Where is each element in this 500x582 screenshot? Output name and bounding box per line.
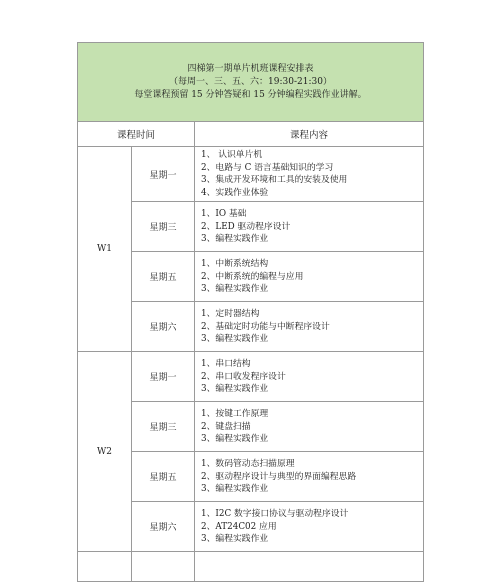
schedule-times: （每周一、三、五、六：19:30-21:30） <box>169 76 332 87</box>
course-item: 3、集成开发环境和工具的安装及使用 <box>201 175 348 186</box>
course-item: 3、编程实践作业 <box>201 434 269 445</box>
day-label: 星期三 <box>132 402 195 452</box>
course-item: 1、数码管动态扫描原理 <box>201 458 295 469</box>
day-label: 星期五 <box>132 452 195 502</box>
course-item: 2、电路与 C 语言基础知识的学习 <box>201 162 334 173</box>
day-label: 星期一 <box>132 147 195 202</box>
course-content <box>195 252 424 302</box>
course-item: 3、编程实践作业 <box>201 334 269 345</box>
course-item: 3、编程实践作业 <box>201 384 269 395</box>
course-item: 2、驱动程序设计与典型的界面编程思路 <box>201 471 357 482</box>
schedule-title: 四梯第一期单片机班课程安排表 <box>187 63 314 74</box>
day-label: 星期六 <box>132 502 195 552</box>
course-item: 3、编程实践作业 <box>201 284 269 295</box>
course-item: 3、编程实践作业 <box>201 234 269 245</box>
course-item: 2、串口收发程序设计 <box>201 371 286 382</box>
day-label <box>132 552 195 582</box>
course-item: 2、基础定时功能与中断程序设计 <box>201 321 330 332</box>
course-content <box>195 552 424 582</box>
day-label: 星期一 <box>132 352 195 402</box>
day-label: 星期六 <box>132 302 195 352</box>
course-item: 1、 认识单片机 <box>201 150 263 160</box>
course-content <box>195 302 424 352</box>
column-header-content: 课程内容 <box>195 122 424 147</box>
course-item: 1、串口结构 <box>201 358 251 369</box>
day-label: 星期五 <box>132 252 195 302</box>
course-content <box>195 452 424 502</box>
course-content <box>195 402 424 452</box>
week-label: W2 <box>78 352 132 552</box>
day-label: 星期三 <box>132 202 195 252</box>
course-content <box>195 352 424 402</box>
schedule-sheet <box>77 42 423 582</box>
course-content <box>195 502 424 552</box>
course-content <box>195 147 424 202</box>
course-item: 1、定时器结构 <box>201 308 260 319</box>
course-item: 1、中断系统结构 <box>201 258 269 269</box>
course-item: 3、编程实践作业 <box>201 534 269 545</box>
course-item: 1、IO 基础 <box>201 208 247 219</box>
week-label <box>78 552 132 582</box>
course-item: 2、AT24C02 应用 <box>201 521 277 532</box>
course-content <box>195 202 424 252</box>
week-label: W1 <box>78 147 132 352</box>
schedule-table <box>77 42 424 582</box>
table-header <box>78 43 424 122</box>
course-item: 2、键盘扫描 <box>201 421 251 432</box>
schedule-note: 每堂课程预留 15 分钟答疑和 15 分钟编程实践作业讲解。 <box>134 89 367 100</box>
course-item: 1、按键工作原理 <box>201 408 269 419</box>
course-item: 4、实践作业体验 <box>201 187 269 198</box>
course-item: 2、LED 驱动程序设计 <box>201 221 291 232</box>
column-header-time: 课程时间 <box>78 122 195 147</box>
course-item: 3、编程实践作业 <box>201 484 269 495</box>
course-item: 2、中断系统的编程与应用 <box>201 271 304 282</box>
course-item: 1、I2C 数字接口协议与驱动程序设计 <box>201 508 349 519</box>
